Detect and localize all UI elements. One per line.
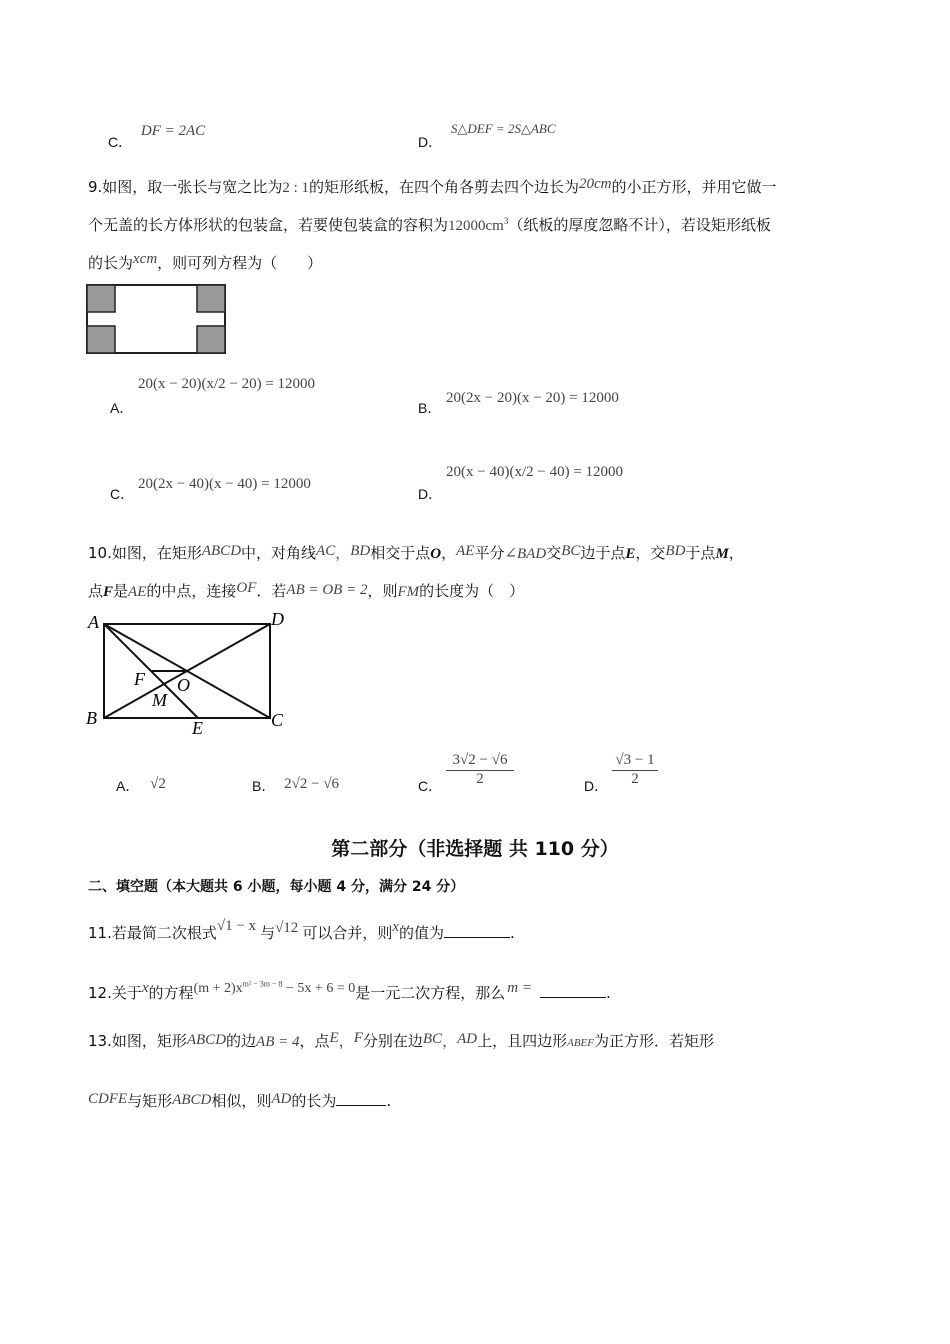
answer-blank[interactable]	[540, 983, 606, 998]
q13-text: ，点	[299, 1032, 330, 1050]
fraction-numerator: 3√2 − √6	[446, 752, 514, 771]
q13-text: 与矩形	[127, 1092, 173, 1110]
q9-text: 的矩形纸板，在四个角各剪去四个边长为	[309, 178, 580, 196]
q10-math: BC	[561, 543, 581, 559]
q10-option-d-fraction	[612, 752, 658, 788]
label-d: D	[271, 609, 284, 629]
q10-math: ABCD	[201, 543, 242, 559]
q10-line2	[88, 580, 524, 601]
option-expr: DF = 2AC	[140, 123, 206, 139]
option-expr: √2	[150, 776, 166, 792]
q13-text: 分别在边	[362, 1032, 423, 1050]
q10-text: ，则	[367, 582, 398, 600]
q13-line2	[88, 1090, 391, 1111]
q11	[88, 918, 515, 943]
q8-option-c	[108, 123, 206, 150]
q10-math: AE	[128, 584, 147, 600]
q11-text: 的值为	[399, 924, 445, 942]
option-label: D．	[584, 778, 609, 794]
q13-text: 上，且四边形	[477, 1032, 568, 1050]
option-expr: S△DEF = 2S△ABC	[450, 121, 556, 136]
q11-text: 可以合并，则	[302, 924, 393, 942]
q10-text: 于点	[685, 544, 716, 562]
q9-cardboard-figure	[86, 284, 228, 356]
q13-math: ABCD	[186, 1032, 227, 1048]
q13-text: 的边	[226, 1032, 257, 1050]
q10-text: 相交于点	[370, 544, 431, 562]
q13-math: E	[329, 1030, 339, 1046]
q13-text: ，	[338, 1034, 354, 1050]
q10-text: 是	[113, 582, 129, 600]
label-b: B	[86, 708, 97, 728]
q13-math: ABCD	[172, 1092, 212, 1108]
option-expr: 20(x − 40)(x/2 − 40) = 12000	[446, 464, 624, 480]
q9-option-c	[110, 484, 134, 504]
q9-ratio: 2 : 1	[282, 180, 309, 196]
option-label: B．	[252, 778, 276, 794]
equation-exponent: m² − 3m − 8	[242, 979, 283, 989]
q10-text: 边于点	[580, 544, 626, 562]
label-o: O	[177, 675, 190, 695]
corner-square-top-right	[197, 285, 225, 312]
q12-text: .	[605, 984, 611, 1002]
q12	[88, 979, 611, 1003]
q10-math: BD	[350, 543, 371, 559]
q13-line1	[88, 1030, 714, 1051]
q13-text: 的长为	[291, 1092, 337, 1110]
q12-text: 的方程	[148, 984, 194, 1002]
q9-option-c-expr	[138, 476, 311, 493]
q13-math: AD	[271, 1091, 292, 1107]
q13-text: 13.如图，矩形	[88, 1032, 187, 1050]
option-label: D．	[418, 486, 443, 502]
fraction-numerator: √3 − 1	[612, 752, 658, 771]
label-a: A	[88, 612, 99, 632]
q11-text: 11.若最简二次根式	[88, 924, 217, 942]
q9-option-a	[110, 398, 133, 418]
q13-text: 相似，则	[211, 1092, 272, 1110]
q13-math: CDFE	[88, 1091, 128, 1107]
equation-rest: − 5x + 6 = 0	[282, 981, 356, 996]
q13-math: AD	[457, 1031, 478, 1047]
q11-variable: x	[392, 919, 399, 935]
fraction-denominator: 2	[476, 771, 484, 787]
q10-text: ，交	[635, 544, 666, 562]
corner-square-top-left	[87, 285, 115, 312]
option-label: C．	[418, 778, 443, 794]
option-expr: 20(2x − 20)(x − 20) = 12000	[446, 390, 619, 406]
q10-text: 平分	[474, 544, 505, 562]
option-expr: 2√2 − √6	[284, 776, 340, 792]
q10-text: ．若	[256, 582, 287, 600]
q9-text: ，则可列方程为（ ）	[157, 254, 323, 272]
q12-variable: x	[141, 980, 149, 996]
q9-line2: 个无盖的长方体形状的包装盒，若要使包装盒的容积为$12000cm^3$（纸板的厚度忽略不计），若设矩形纸板	[88, 216, 771, 234]
q10-text: ，	[728, 544, 744, 562]
q13-text: ，	[442, 1034, 458, 1050]
q9-text: 个无盖的长方体形状的包装盒，若要使包装盒的容积为	[88, 216, 449, 234]
q10-text: 的长度为（ ）	[419, 582, 525, 600]
q10-math: AB = OB = 2	[286, 582, 368, 598]
q10-option-c	[418, 776, 442, 796]
q8-option-d	[418, 121, 556, 150]
q10-line1	[88, 542, 744, 563]
fraction-denominator: 2	[631, 771, 639, 787]
q10-math: ∠BAD	[504, 546, 547, 562]
q10-text: ，	[335, 546, 351, 562]
q10-text: 点	[88, 582, 104, 600]
q12-variable: m =	[507, 980, 532, 996]
q13-math: AB = 4	[256, 1034, 300, 1050]
q13-math: BC	[422, 1031, 443, 1047]
q12-text: 是一元二次方程，那么	[355, 984, 506, 1002]
q11-radical-2: √12	[275, 920, 299, 936]
q9-text: 的长为	[88, 254, 134, 272]
label-c: C	[271, 710, 284, 730]
q9-line3	[88, 252, 322, 273]
q13-text: .	[386, 1092, 392, 1110]
q11-text: .	[510, 924, 515, 942]
q9-option-d-expr	[446, 464, 623, 481]
option-label: C．	[108, 134, 133, 150]
q9-text: （纸板的厚度忽略不计），若设矩形纸板	[508, 216, 771, 234]
q10-option-a	[116, 776, 166, 796]
q13-math: F	[353, 1030, 363, 1046]
q9-variable: xcm	[133, 251, 158, 267]
q9-line1	[88, 176, 777, 197]
q10-text: 中，对角线	[241, 544, 317, 562]
label-e: E	[192, 718, 203, 738]
label-f: F	[134, 669, 145, 689]
corner-square-bottom-left	[87, 326, 115, 353]
q12-equation	[194, 981, 356, 996]
answer-blank[interactable]	[336, 1091, 386, 1106]
q10-text: 交	[546, 544, 562, 562]
q10-text: ，	[441, 544, 457, 562]
q11-radical-1: √1 − x	[216, 918, 257, 934]
q9-option-d	[418, 484, 442, 504]
option-expr: 20(x − 20)(x/2 − 20) = 12000	[138, 376, 316, 392]
q10-point: O	[430, 546, 442, 562]
q10-point: F	[103, 584, 114, 600]
q9-length: 20cm	[579, 176, 612, 192]
q10-rectangle-figure	[84, 608, 294, 740]
q10-point: E	[625, 546, 636, 562]
option-label: A．	[116, 778, 140, 794]
option-label: A．	[110, 400, 134, 416]
q9-option-a-expr	[138, 376, 315, 393]
q10-point: M	[715, 546, 729, 562]
option-expr: 20(2x − 40)(x − 40) = 12000	[138, 476, 311, 492]
q13-text: 为正方形．若矩形	[593, 1032, 714, 1050]
q13-math: ABEF	[567, 1037, 594, 1049]
label-m: M	[152, 690, 167, 710]
q12-text: 12.关于	[88, 984, 142, 1002]
corner-square-bottom-right	[197, 326, 225, 353]
q9-option-b	[418, 398, 441, 418]
equation-base: (m + 2)x	[193, 981, 243, 996]
part-two-title: 第二部分（非选择题 共 110 分）	[331, 838, 619, 860]
q9-text: 9.如图，取一张长与宽之比为	[88, 178, 283, 196]
answer-blank[interactable]	[444, 923, 510, 938]
q9-text: 的小正方形，并用它做一	[611, 178, 777, 196]
q10-option-b	[252, 776, 339, 796]
q10-math: AC	[316, 543, 336, 559]
q10-option-d	[584, 776, 608, 796]
q11-text: 与	[260, 924, 276, 942]
q10-math: BD	[665, 543, 686, 559]
q10-text: 10.如图，在矩形	[88, 544, 202, 562]
q9-option-b-expr	[446, 390, 619, 407]
q10-math: AE	[456, 543, 475, 559]
option-label: C．	[110, 486, 135, 502]
option-label: B．	[418, 400, 442, 416]
section-fill-in-header: 二、填空题（本大题共 6 小题，每小题 4 分，满分 24 分）	[88, 879, 465, 895]
q10-math: OF	[236, 580, 257, 596]
q9-volume: 12000cm	[448, 218, 504, 234]
q10-text: 的中点，连接	[146, 582, 237, 600]
option-label: D．	[418, 134, 443, 150]
q10-math: FM	[397, 584, 420, 600]
q10-option-c-fraction	[446, 752, 514, 788]
